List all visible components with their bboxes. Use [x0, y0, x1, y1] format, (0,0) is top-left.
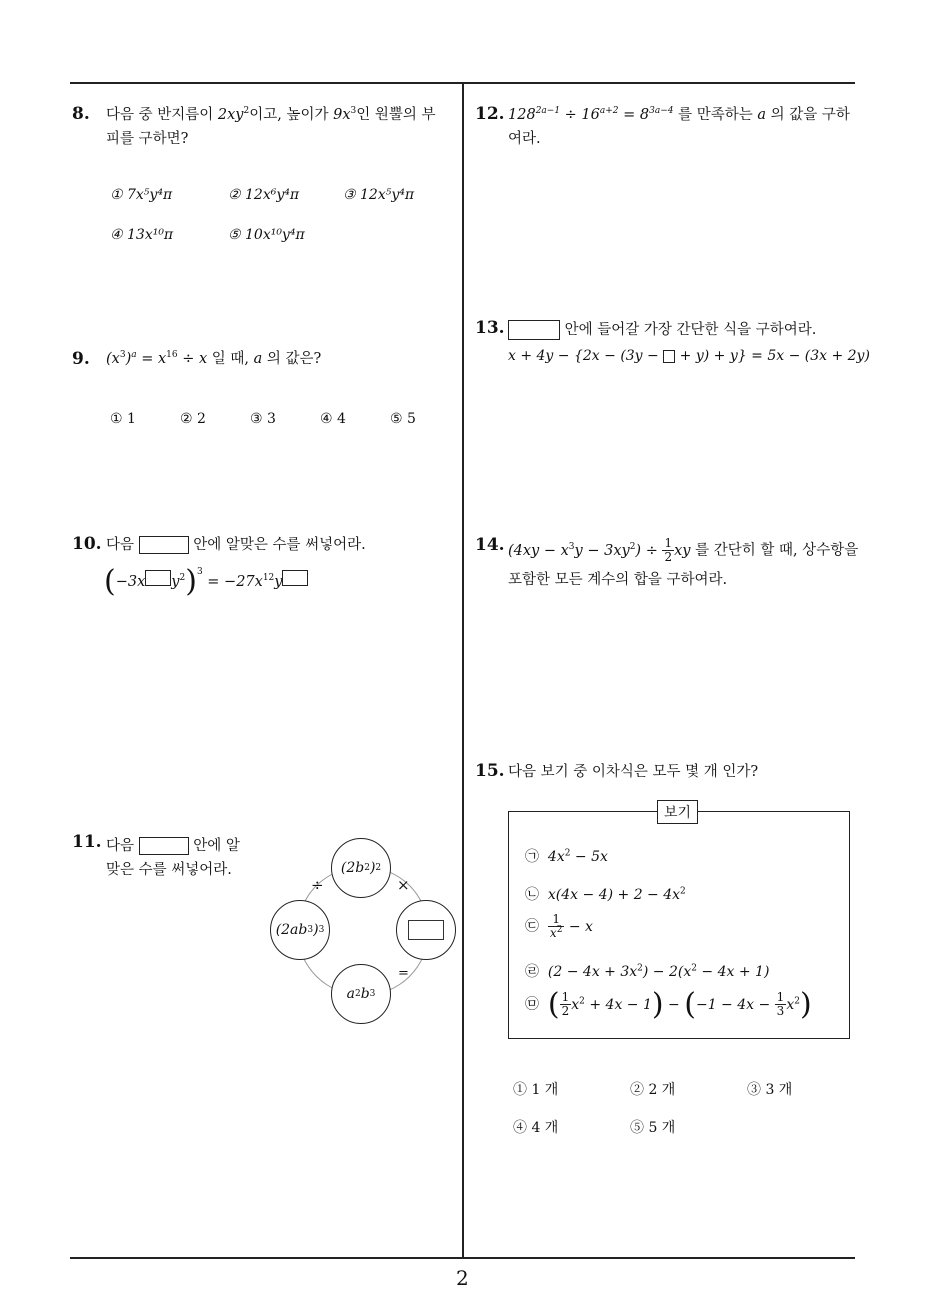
bogi-item-1: ㉠ $4x^2 - 5x$: [525, 848, 608, 865]
choice-3[interactable]: ③ 3 개: [747, 1082, 793, 1098]
choice-4[interactable]: ④ 13x¹⁰π: [110, 227, 174, 243]
equals-sign: =: [398, 966, 409, 981]
page-number: 2: [456, 1266, 469, 1290]
circle-bottom: a 2 b 3: [331, 964, 391, 1024]
choice-5[interactable]: ⑤ 10x¹⁰y⁴π: [228, 227, 305, 243]
circle-right: [396, 900, 456, 960]
question-number: 14.: [475, 535, 505, 555]
answer-box[interactable]: [145, 570, 171, 586]
bogi-item-2: ㉡ $x(4x - 4) + 2 - 4x^2$: [525, 886, 686, 903]
choice-2[interactable]: ② 2: [180, 411, 206, 427]
answer-box[interactable]: [282, 570, 308, 586]
equation: x + 4y − {2x − (3y − + y) + y} = 5x − (3x + 2y): [508, 348, 870, 364]
answer-box[interactable]: [408, 920, 444, 940]
equation: (−3x $y^2)^3 = -27x^{12}y$: [104, 570, 308, 594]
question-number: 12.: [475, 104, 505, 124]
choice-5[interactable]: ⑤ 5: [390, 411, 416, 427]
question-number: 10.: [72, 534, 102, 554]
question-number: 9.: [72, 349, 90, 369]
question-number: 11.: [72, 832, 102, 852]
choice-3[interactable]: ③ 12x⁵y⁴π: [343, 187, 415, 203]
question-number: 13.: [475, 318, 505, 338]
choice-1[interactable]: ① 7x⁵y⁴π: [110, 187, 173, 203]
question-text: 다음 안에 알맞은 수를 써넣어라.: [106, 537, 366, 553]
question-number: 8.: [72, 104, 90, 124]
choice-4[interactable]: ④ 4 개: [513, 1120, 559, 1136]
choice-5[interactable]: ⑤ 5 개: [630, 1120, 676, 1136]
question-number: 15.: [475, 761, 505, 781]
bogi-title: 보기: [657, 800, 698, 824]
question-text: 다음 안에 알 맞은 수를 써넣어라.: [106, 838, 240, 878]
answer-box[interactable]: [139, 536, 189, 554]
circle-left: (2ab 3 ) 3: [270, 900, 330, 960]
answer-box[interactable]: [508, 320, 560, 340]
divide-sign: ÷: [311, 876, 324, 894]
times-sign: ×: [397, 876, 410, 894]
answer-box[interactable]: [663, 350, 675, 363]
choice-4[interactable]: ④ 4: [320, 411, 346, 427]
choice-3[interactable]: ③ 3: [250, 411, 276, 427]
question-text: 안에 들어갈 가장 간단한 식을 구하여라.: [508, 318, 816, 342]
bogi-item-3: ㉢ $\frac{1}{x^2}$ − x: [525, 912, 593, 940]
question-text: 다음 중 반지름이 $2xy^2$이고, 높이가 $9x^3$인 원뿔의 부 피를 구하면?: [106, 106, 436, 147]
question-text: $128^{2a-1} \div 16^{a+2} = 8^{3a-4}$ 를 만족하는 a 의 값을 구하 여라.: [508, 106, 850, 147]
question-text: $(4xy - x^3y - 3xy^2)$ ÷ $\frac{1}{2}$ xy 를 간단히 할 때, 상수항을 포함한 모든 계수의 합을 구하여라.: [508, 536, 859, 588]
choice-2[interactable]: ② 2 개: [630, 1082, 676, 1098]
answer-box[interactable]: [139, 837, 189, 855]
question-text: $(x^3)^a = x^{16} \div x$ 일 때, a 의 값은?: [106, 350, 322, 367]
bogi-item-5: ㉤ ( $\frac{1}{2}$ $x^2 + 4x - 1) - (-1 - 4x$ − $\frac{1}{3}$ $x^2$): [525, 986, 812, 1022]
choice-1[interactable]: ① 1: [110, 411, 136, 427]
bogi-item-4: ㉣ $(2 - 4x + 3x^2) - 2(x^2 - 4x + 1)$: [525, 963, 770, 980]
question-text: 다음 보기 중 이차식은 모두 몇 개 인가?: [508, 764, 759, 780]
choice-1[interactable]: ① 1 개: [513, 1082, 559, 1098]
choice-2[interactable]: ② 12x⁶y⁴π: [228, 187, 300, 203]
circle-top: (2b 2 ) 2: [331, 838, 391, 898]
column-divider: [462, 82, 464, 1258]
